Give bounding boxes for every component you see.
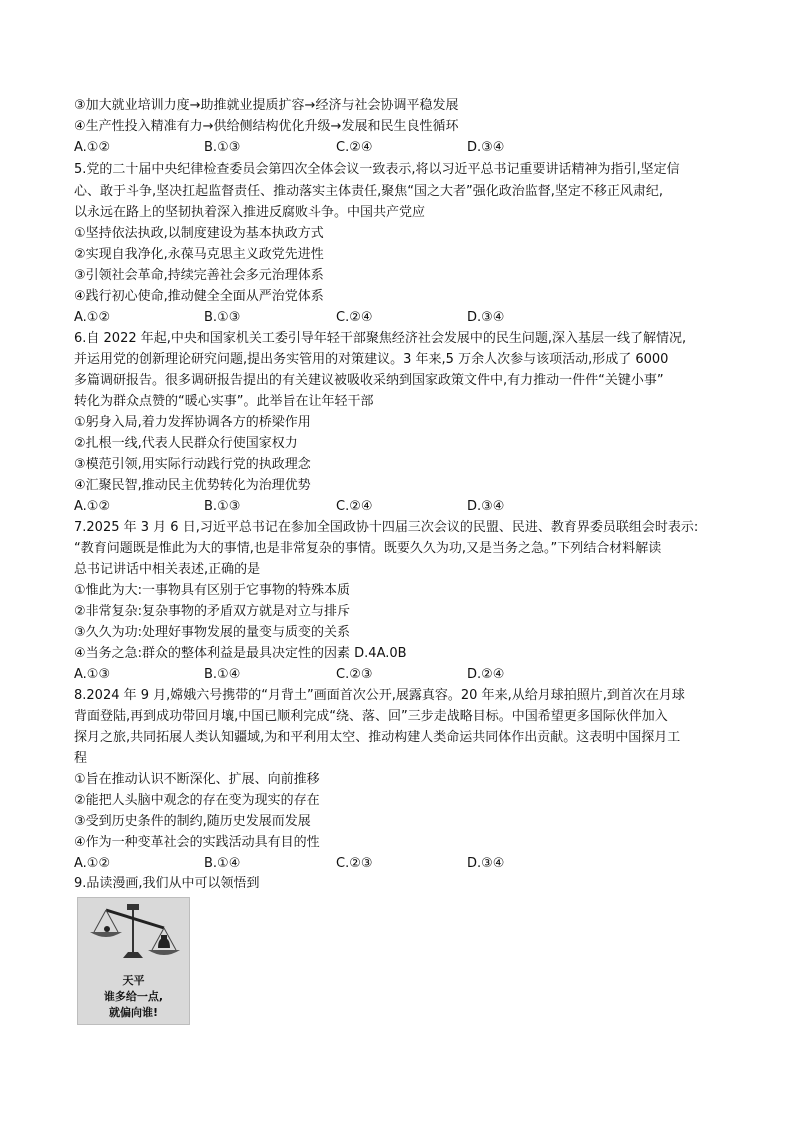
question-stem: 探月之旅,共同拓展人类认知疆域,为和平利用太空、推动构建人类命运共同体作出贡献。这表明中国探月工 [74, 730, 681, 745]
option-statement: ②非常复杂:复杂事物的矛盾双方就是对立与排斥 [74, 604, 351, 619]
option-statement: ③受到历史条件的制约,随历史发展而发展 [74, 814, 311, 829]
option-statement: ④作为一种变革社会的实践活动具有目的性 [74, 835, 320, 850]
answer-b: B.①③ [204, 310, 241, 325]
option-statement: ②扎根一线,代表人民群众行使国家权力 [74, 436, 298, 451]
option-statement: ①躬身入局,着力发挥协调各方的桥梁作用 [74, 415, 311, 430]
answer-c: C.②③ [336, 667, 373, 682]
option-statement: ②能把人头脑中观念的存在变为现实的存在 [74, 793, 320, 808]
answer-options [74, 497, 714, 517]
answer-d: D.③④ [467, 140, 505, 155]
option-statement: ④践行初心使命,推动健全全面从严治党体系 [74, 289, 324, 304]
question-stem: 7.2025 年 3 月 6 日,习近平总书记在参加全国政协十四届三次会议的民盟、民进、教育界委员联组会时表示: [74, 520, 699, 535]
answer-d: D.③④ [467, 310, 505, 325]
answer-d: D.②④ [467, 667, 505, 682]
answer-b: B.①③ [204, 499, 241, 514]
option-statement: ③引领社会革命,持续完善社会多元治理体系 [74, 268, 324, 283]
answer-a: A.①③ [74, 667, 111, 682]
question-stem: 以永远在路上的坚韧执着深入推进反腐败斗争。中国共产党应 [74, 205, 426, 220]
answer-a: A.①② [74, 140, 111, 155]
option-statement: ④汇聚民智,推动民主优势转化为治理优势 [74, 478, 311, 493]
option-statement: ④当务之急:群众的整体利益是最具决定性的因素 D.4A.0B [74, 646, 407, 661]
question-stem: 6.自 2022 年起,中央和国家机关工委引导年轻干部聚焦经济社会发展中的民生问题,深入基层一线了解情况, [74, 331, 687, 346]
answer-d: D.③④ [467, 499, 505, 514]
comic-caption-line: 谁多给一点, [103, 990, 164, 1003]
answer-c: C.②④ [336, 499, 373, 514]
balance-scale-icon [78, 898, 189, 968]
answer-a: A.①② [74, 310, 111, 325]
comic-caption-title: 天平 [122, 974, 145, 987]
comic-caption-line: 就偏向谁! [108, 1006, 159, 1019]
answer-options [74, 308, 714, 328]
question-stem: 并运用党的创新理论研究问题,提出务实管用的对策建议。3 年来,5 万余人次参与该项活动,形成了 6000 [74, 352, 669, 367]
answer-options [74, 138, 714, 158]
balance-scale-comic [77, 897, 190, 1025]
answer-b: B.①④ [204, 667, 241, 682]
answer-options [74, 665, 714, 685]
option-statement: ①坚持依法执政,以制度建设为基本执政方式 [74, 226, 324, 241]
option-statement: ①旨在推动认识不断深化、扩展、向前推移 [74, 772, 320, 787]
answer-a: A.①② [74, 856, 111, 871]
question-stem: 背面登陆,再到成功带回月壤,中国已顺利完成“绕、落、回”三步走战略目标。中国希望更多国际伙伴加入 [74, 709, 668, 724]
option-statement: ①惟此为大:一事物具有区别于它事物的特殊本质 [74, 583, 351, 598]
answer-c: C.②④ [336, 140, 373, 155]
answer-options [74, 854, 714, 874]
option-statement: ③模范引领,用实际行动践行党的执政理念 [74, 457, 311, 472]
option-statement: ④生产性投入精准有力→供给侧结构优化升级→发展和民生良性循环 [74, 119, 459, 134]
answer-c: C.②③ [336, 856, 373, 871]
question-stem: 5.党的二十届中央纪律检查委员会第四次全体会议一致表示,将以习近平总书记重要讲话精神为指引,坚定信 [74, 162, 680, 177]
option-statement: ③久久为功:处理好事物发展的量变与质变的关系 [74, 625, 351, 640]
question-stem: 总书记讲话中相关表述,正确的是 [74, 562, 261, 577]
option-statement: ②实现自我净化,永葆马克思主义政党先进性 [74, 247, 324, 262]
answer-d: D.③④ [467, 856, 505, 871]
question-stem: 心、敢于斗争,坚决扛起监督责任、推动落实主体责任,聚焦“国之大者”强化政治监督,坚定不移正风肃纪, [74, 184, 663, 199]
question-stem: 9.品读漫画,我们从中可以领悟到 [74, 876, 260, 891]
question-stem: 转化为群众点赞的“暖心实事”。此举旨在让年轻干部 [74, 394, 374, 409]
answer-a: A.①② [74, 499, 111, 514]
question-stem: 程 [74, 751, 88, 766]
answer-b: B.①③ [204, 140, 241, 155]
question-stem: 8.2024 年 9 月,嫦娥六号携带的“月背土”画面首次公开,展露真容。20 年来,从给月球拍照片,到首次在月球 [74, 688, 685, 703]
answer-b: B.①④ [204, 856, 241, 871]
option-statement: ③加大就业培训力度→助推就业提质扩容→经济与社会协调平稳发展 [74, 98, 459, 113]
question-stem: “教育问题既是惟此为大的事情,也是非常复杂的事情。既要久久为功,又是当务之急。”下列结合材料解读 [74, 541, 662, 556]
question-stem: 多篇调研报告。很多调研报告提出的有关建议被吸收采纳到国家政策文件中,有力推动一件件“关键小事” [74, 373, 664, 388]
answer-c: C.②④ [336, 310, 373, 325]
